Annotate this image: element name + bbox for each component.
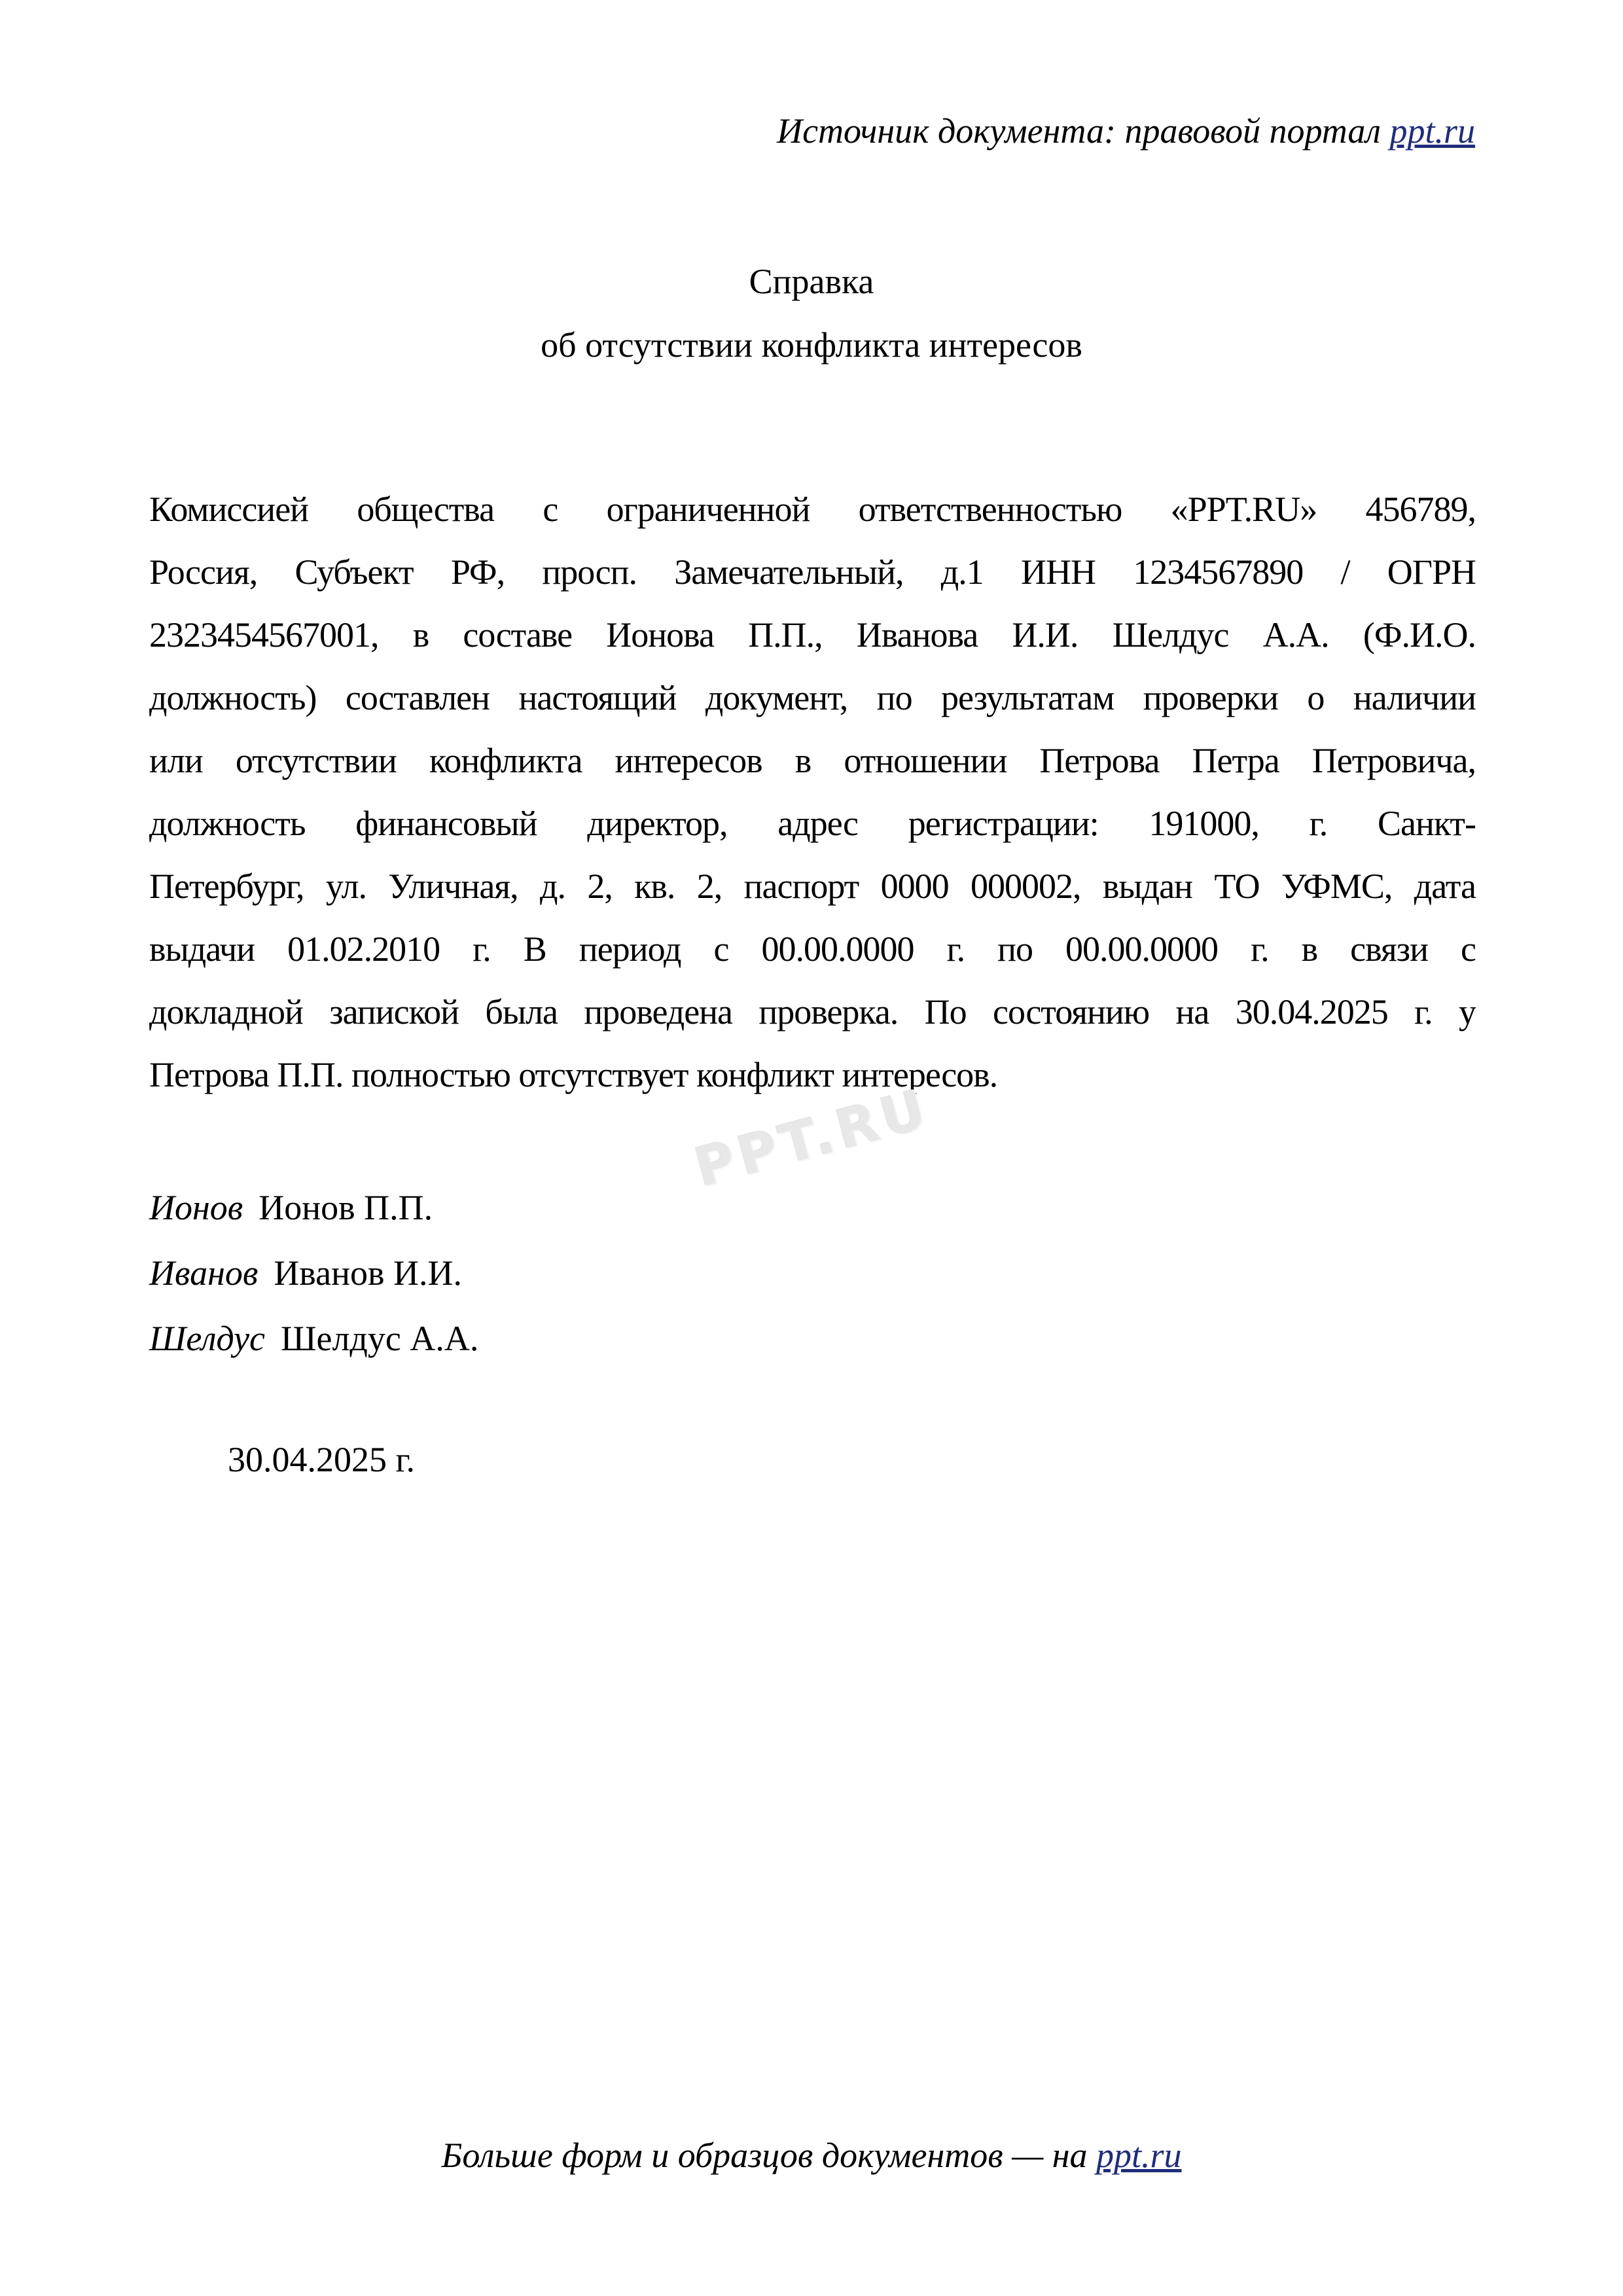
paragraph-line: Россия, Субъект РФ, просп. Замечательный, д.1 ИНН 1234567890 / ОГРН — [149, 552, 1476, 592]
signature-handwritten: Иванов — [149, 1253, 259, 1293]
ppt-ru-watermark: PPT.RU — [688, 1077, 936, 1200]
body-paragraph — [149, 478, 1476, 1106]
paragraph-line: должность финансовый директор, адрес регистрации: 191000, г. Санкт- — [149, 804, 1476, 843]
paragraph-line: Комиссией общества с ограниченной ответственностью «PPT.RU» 456789, — [149, 490, 1476, 529]
document-title — [0, 250, 1623, 377]
footer-text: Больше форм и образцов документов — на — [441, 2136, 1096, 2175]
signatures-block — [149, 1175, 478, 1371]
signature-name: Ионов П.П. — [259, 1188, 433, 1227]
document-date: 30.04.2025 г. — [228, 1440, 416, 1479]
signature-name: Иванов И.И. — [274, 1253, 462, 1293]
signature-row — [149, 1175, 478, 1240]
signature-handwritten: Шелдус — [149, 1319, 266, 1358]
paragraph-line: должность) составлен настоящий документ, по результатам проверки о наличии — [149, 678, 1476, 717]
paragraph-line: 2323454567001, в составе Ионова П.П., Иванова И.И. Шелдус А.А. (Ф.И.О. — [149, 615, 1476, 655]
paragraph-line: Петербург, ул. Уличная, д. 2, кв. 2, паспорт 0000 000002, выдан ТО УФМС, дата — [149, 867, 1476, 906]
paragraph-line: Петрова П.П. полностью отсутствует конфликт интересов. — [149, 1055, 998, 1094]
signature-name: Шелдус А.А. — [281, 1319, 479, 1358]
footer-ppt-ru-link[interactable]: ppt.ru — [1096, 2136, 1182, 2175]
document-title-line2: об отсутствии конфликта интересов — [541, 325, 1082, 365]
signature-row — [149, 1306, 478, 1371]
document-title-line1: Справка — [749, 262, 874, 301]
paragraph-line: выдачи 01.02.2010 г. В период с 00.00.0000 г. по 00.00.0000 г. в связи с — [149, 929, 1476, 969]
source-line — [0, 108, 1475, 154]
paragraph-line: докладной запиской была проведена проверка. По состоянию на 30.04.2025 г. у — [149, 992, 1476, 1031]
footer-line — [0, 2132, 1623, 2178]
source-ppt-ru-link[interactable]: ppt.ru — [1389, 111, 1475, 151]
signature-handwritten: Ионов — [149, 1188, 243, 1227]
paragraph-line: или отсутствии конфликта интересов в отношении Петрова Петра Петровича, — [149, 741, 1476, 780]
signature-row — [149, 1240, 478, 1306]
source-line-text: Источник документа: правовой портал — [777, 111, 1390, 151]
